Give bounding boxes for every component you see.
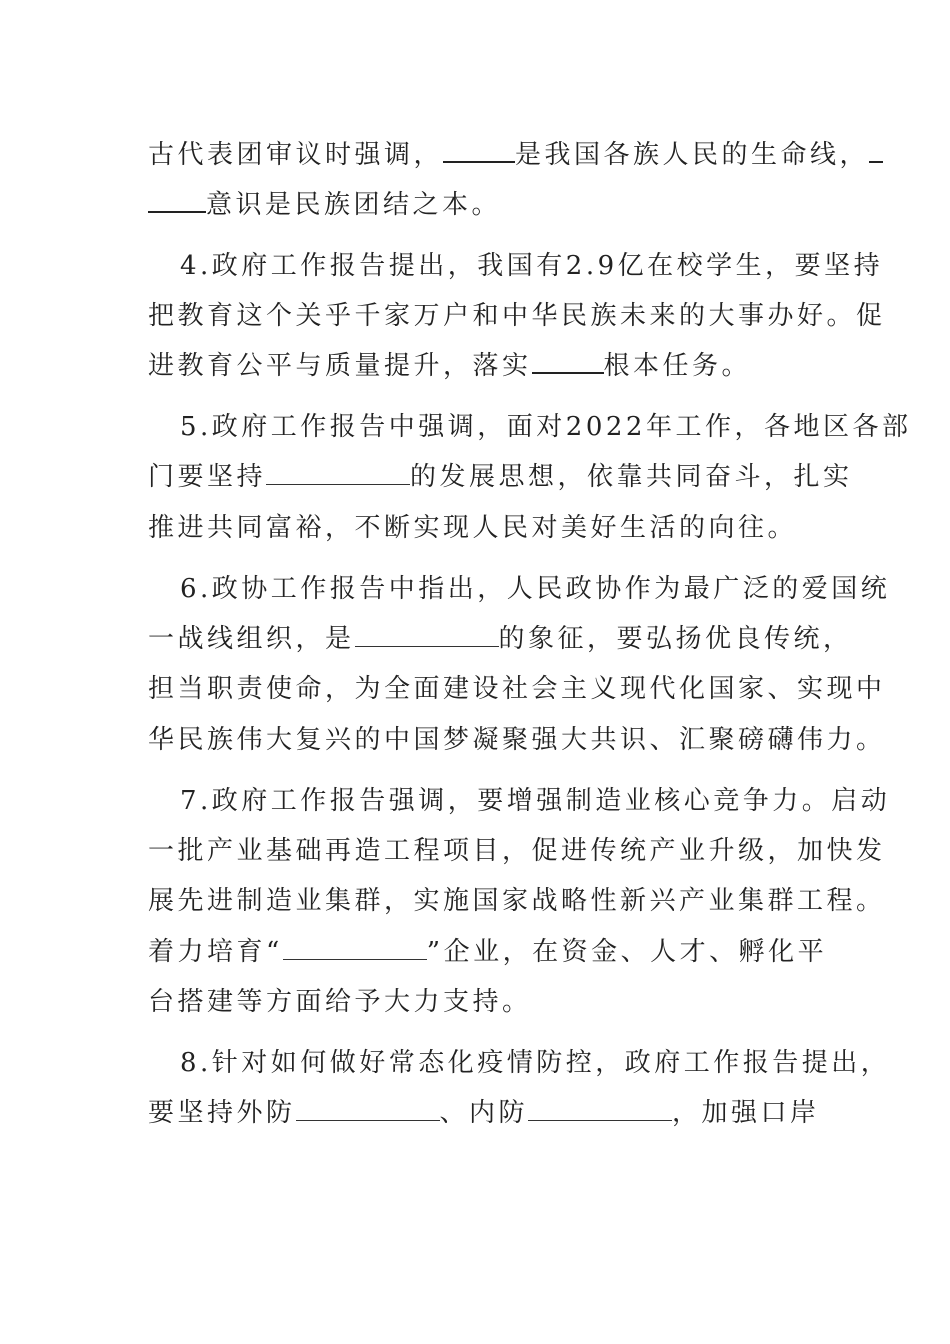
text-line-1 xyxy=(148,137,870,173)
line-text: 是我国各族人民的生命线， xyxy=(515,140,870,170)
line-text: 5.政府工作报告中强调，面对2022年工作，各地区各部 xyxy=(180,412,912,442)
line-text: 着力培育“ xyxy=(148,937,283,967)
question-8-line-1 xyxy=(180,1045,891,1081)
fill-in-blank[interactable] xyxy=(355,642,499,647)
question-6-line-2 xyxy=(148,621,853,657)
line-text: 的象征，要弘扬优良传统， xyxy=(498,624,853,654)
question-7-line-1 xyxy=(180,783,891,819)
line-text: 、内防 xyxy=(439,1098,529,1128)
line-text: ，加强口岸 xyxy=(672,1098,820,1128)
fill-in-blank[interactable] xyxy=(266,480,410,485)
question-4-line-2 xyxy=(148,298,886,334)
line-text: 6.政协工作报告中指出，人民政协作为最广泛的爱国统 xyxy=(180,574,891,604)
line-text: 展先进制造业集群，实施国家战略性新兴产业集群工程。 xyxy=(148,886,886,916)
fill-in-blank[interactable] xyxy=(528,1116,672,1121)
line-text: 要坚持外防 xyxy=(148,1098,296,1128)
line-text: 华民族伟大复兴的中国梦凝聚强大共识、汇聚磅礴伟力。 xyxy=(148,725,886,755)
line-text: 进教育公平与质量提升，落实 xyxy=(148,351,532,381)
line-text: 一批产业基础再造工程项目，促进传统产业升级，加快发 xyxy=(148,836,886,866)
question-6-line-4 xyxy=(148,722,886,758)
line-text: 根本任务。 xyxy=(603,351,752,381)
line-text: 8.针对如何做好常态化疫情防控，政府工作报告提出， xyxy=(180,1048,891,1078)
line-text: 一战线组织，是 xyxy=(148,624,355,654)
fill-in-blank[interactable] xyxy=(148,207,206,213)
question-8-line-2 xyxy=(148,1095,820,1131)
line-text: 把教育这个关乎千家万户和中华民族未来的大事办好。促 xyxy=(148,301,886,331)
line-text: 4.政府工作报告提出，我国有2.9亿在校学生，要坚持 xyxy=(180,251,884,281)
line-text: 台搭建等方面给予大力支持。 xyxy=(148,987,532,1017)
question-4-line-3 xyxy=(148,348,808,384)
line-text: 7.政府工作报告强调，要增强制造业核心竞争力。启动 xyxy=(180,786,891,816)
fill-in-blank[interactable] xyxy=(283,955,427,960)
question-5-line-3 xyxy=(148,510,808,546)
line-text: 推进共同富裕，不断实现人民对美好生活的向往。 xyxy=(148,513,798,543)
line-text: 门要坚持 xyxy=(148,462,267,492)
line-text: ”企业，在资金、人才、孵化平 xyxy=(426,937,828,967)
question-5-line-1 xyxy=(180,409,912,445)
question-6-line-1 xyxy=(180,571,891,607)
question-4-line-1 xyxy=(180,248,884,284)
line-text: 古代表团审议时强调， xyxy=(148,140,444,170)
question-7-line-5 xyxy=(148,984,808,1020)
fill-in-blank[interactable] xyxy=(443,157,515,163)
fill-in-blank[interactable] xyxy=(532,368,604,374)
question-7-line-2 xyxy=(148,833,886,869)
line-text: 担当职责使命，为全面建设社会主义现代化国家、实现中 xyxy=(148,674,886,704)
line-text: 的发展思想，依靠共同奋斗，扎实 xyxy=(410,462,853,492)
fill-in-blank[interactable] xyxy=(296,1116,440,1121)
fill-in-blank[interactable] xyxy=(869,157,883,163)
question-5-line-2 xyxy=(148,459,853,495)
question-6-line-3 xyxy=(148,671,886,707)
question-7-line-3 xyxy=(148,883,886,919)
question-7-line-4 xyxy=(148,934,828,970)
text-line-2 xyxy=(148,187,808,223)
line-text: 意识是民族团结之本。 xyxy=(206,190,502,220)
